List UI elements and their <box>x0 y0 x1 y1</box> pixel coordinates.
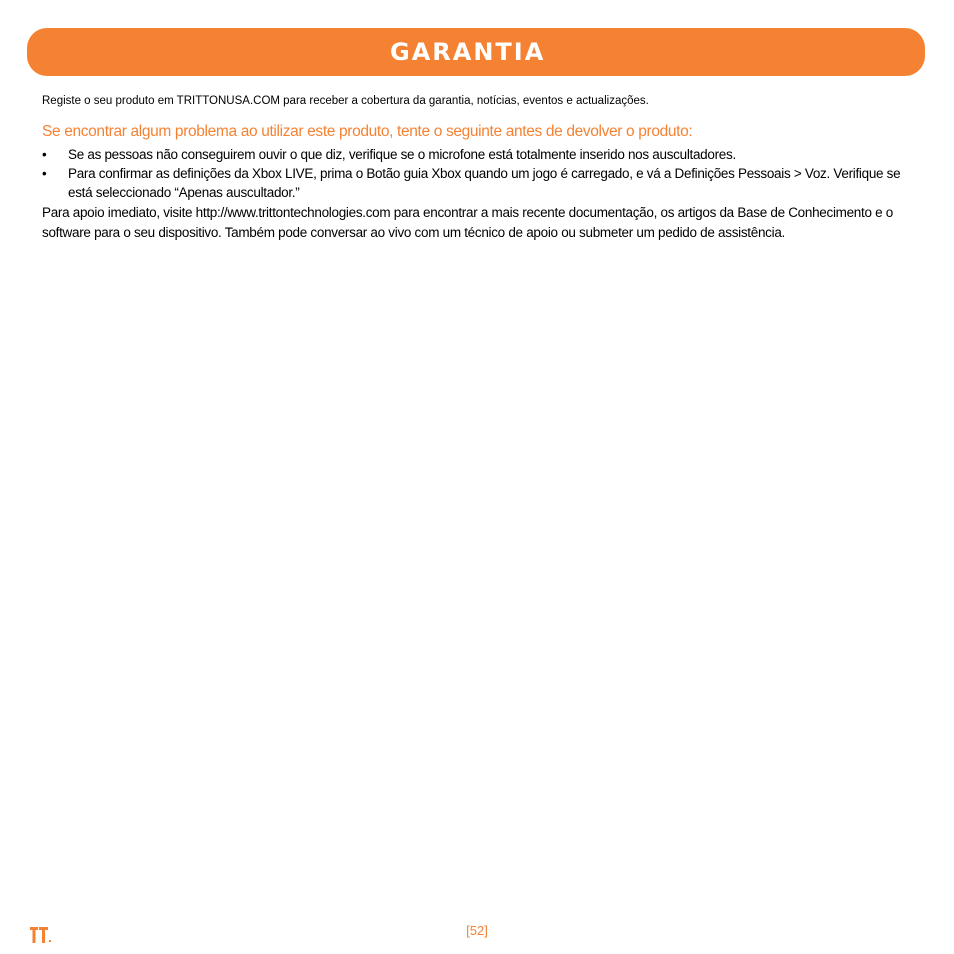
page-number: [52] <box>466 923 488 938</box>
title-banner <box>27 28 925 76</box>
list-item <box>42 164 902 202</box>
list-item-text: Se as pessoas não conseguirem ouvir o que diz, verifique se o microfone está totalmente inserido nos auscultadores. <box>68 147 736 162</box>
tritton-logo-icon <box>30 927 52 943</box>
support-paragraph: Para apoio imediato, visite http://www.trittontechnologies.com para encontrar a mais recente documentação, os artigos da Base de Conhecimento e o software para o seu dispositivo. Também pode conversar ao vivo com um técnico de apoio ou submeter um pedido de assistência. <box>42 205 893 240</box>
list-item-text: Para confirmar as definições da Xbox LIVE, prima o Botão guia Xbox quando um jogo é carregado, e vá a Definições Pessoais > Voz. Verifique se está seleccionado “Apenas auscultador.” <box>68 166 901 200</box>
troubleshooting-list <box>42 145 902 202</box>
troubleshooting-heading: Se encontrar algum problema ao utilizar este produto, tente o seguinte antes de devolver o produto: <box>42 123 693 140</box>
bullet-icon: • <box>42 166 47 181</box>
registration-note: Registe o seu produto em TRITTONUSA.COM para receber a cobertura da garantia, notícias, eventos e actualizações. <box>42 95 649 107</box>
page-title: GARANTIA <box>390 38 546 66</box>
bullet-icon: • <box>42 147 47 162</box>
list-item <box>42 145 902 164</box>
